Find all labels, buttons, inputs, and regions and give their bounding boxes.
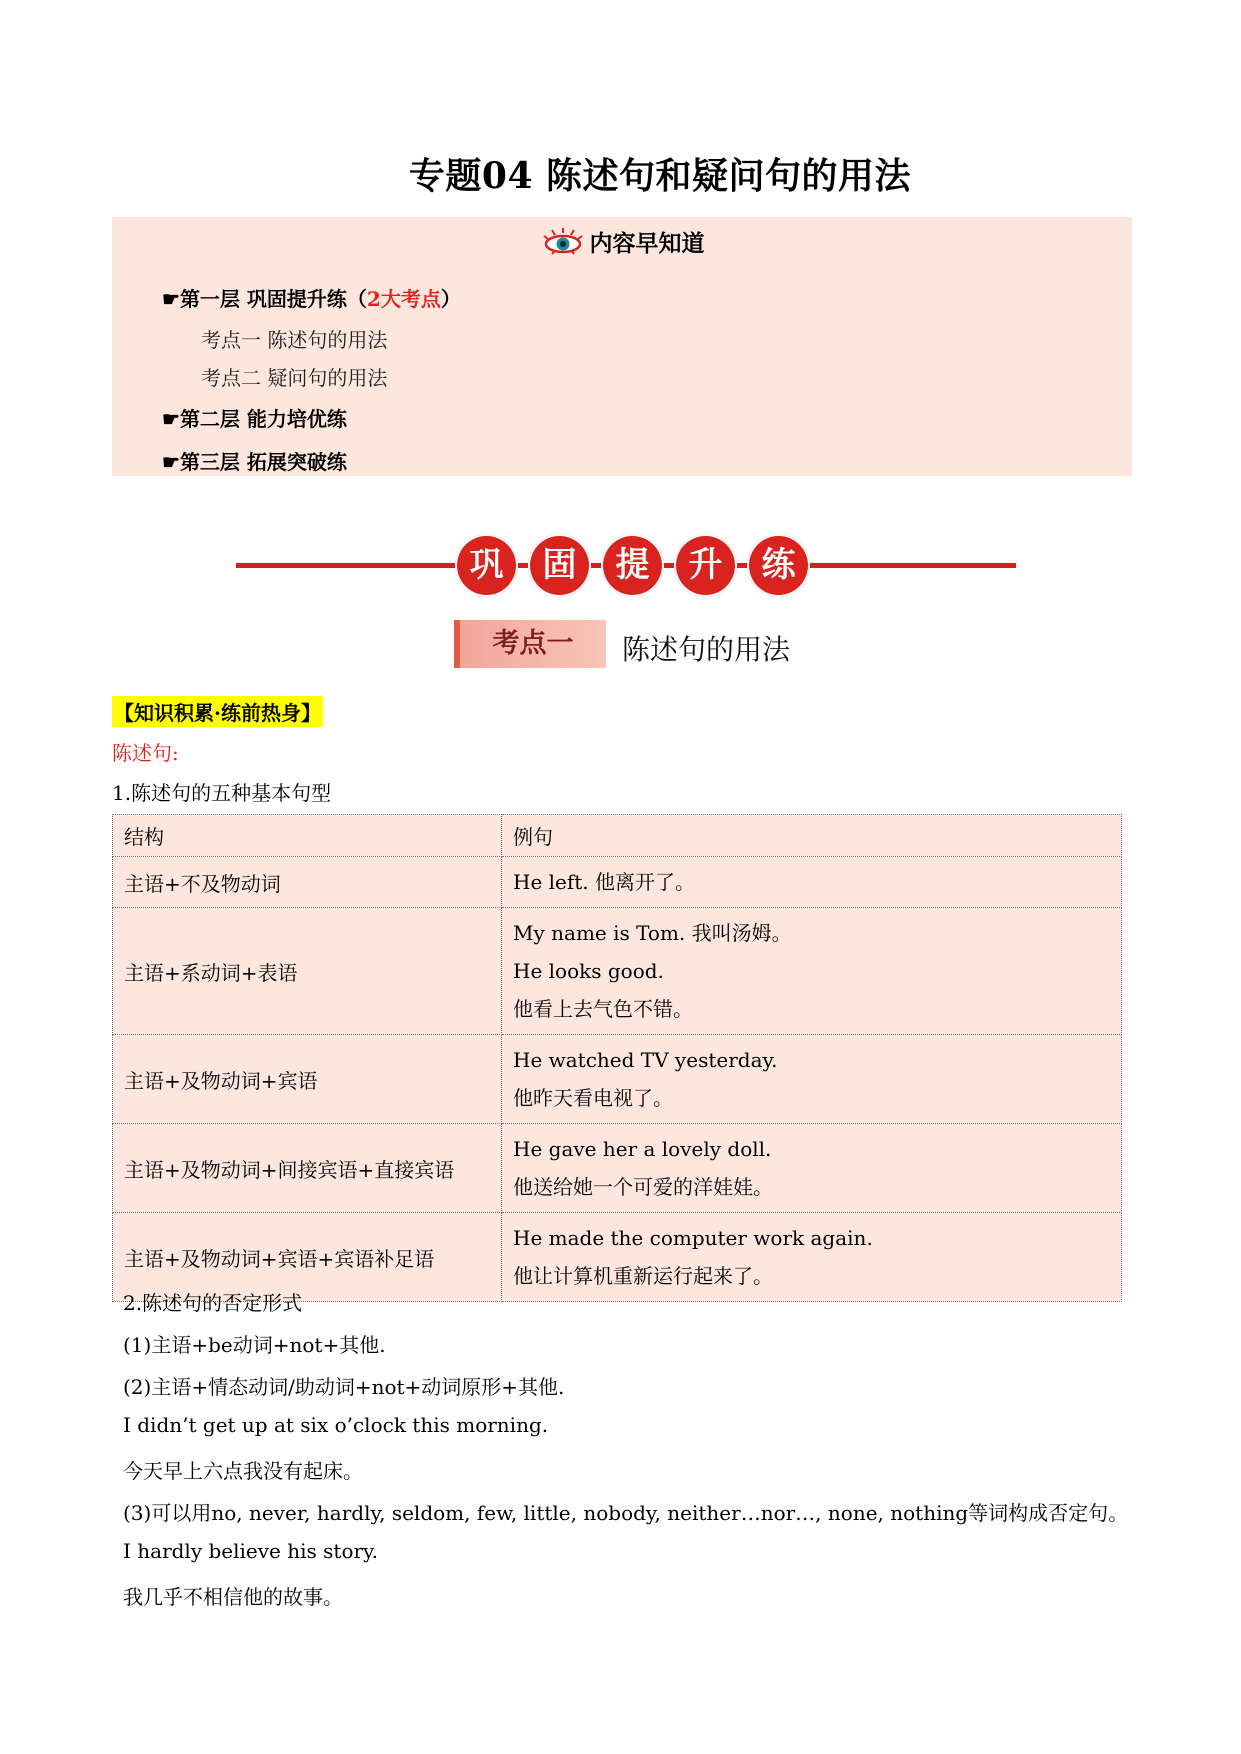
hand-pointer-icon: ☛	[162, 287, 180, 311]
toc-level-2: ☛第二层 能力培优练	[162, 407, 347, 431]
table-row	[113, 1035, 1122, 1124]
structure-cell: 主语+及物动词+宾语	[113, 1035, 502, 1124]
banner-char: 提	[601, 534, 664, 597]
negation-line: (3)可以用no, never, hardly, seldom, few, little, nobody, neither…nor…, none, nothing等词构成否定句。	[123, 1501, 1129, 1525]
example-cell: He gave her a lovely doll. 他送给她一个可爱的洋娃娃。	[502, 1124, 1122, 1213]
toc-heading	[112, 225, 1132, 263]
structure-cell: 主语+及物动词+间接宾语+直接宾语	[113, 1124, 502, 1213]
structure-cell: 主语+不及物动词	[113, 857, 502, 908]
banner-char: 练	[747, 534, 810, 597]
example-cell: My name is Tom. 我叫汤姆。 He looks good. 他看上去气色不错。	[502, 908, 1122, 1035]
hand-pointer-icon: ☛	[162, 450, 180, 474]
negation-line: 我几乎不相信他的故事。	[123, 1585, 343, 1609]
toc-box	[112, 217, 1132, 476]
table-header-row	[113, 815, 1122, 857]
negation-heading: 2.陈述句的否定形式	[123, 1291, 303, 1315]
table-heading: 1.陈述句的五种基本句型	[112, 781, 332, 805]
toc-highlight: 2大考点	[366, 287, 441, 311]
point-title: 陈述句的用法	[622, 633, 791, 666]
negation-line: 今天早上六点我没有起床。	[123, 1459, 363, 1483]
toc-subitem: 考点一 陈述句的用法	[201, 328, 388, 352]
structure-cell: 主语+及物动词+宾语+宾语补足语	[113, 1213, 502, 1302]
negation-line: I didn’t get up at six o’clock this morning.	[123, 1413, 549, 1437]
banner-char: 升	[674, 534, 737, 597]
toc-subitem: 考点二 疑问句的用法	[201, 366, 388, 390]
table-row	[113, 908, 1122, 1035]
section-banner	[236, 534, 1016, 598]
example-cell: He watched TV yesterday. 他昨天看电视了。	[502, 1035, 1122, 1124]
table-header-cell: 例句	[502, 815, 1122, 857]
example-cell: He left. 他离开了。	[502, 857, 1122, 908]
negation-line: (2)主语+情态动词/助动词+not+动词原形+其他.	[123, 1375, 565, 1399]
toc-heading-text: 内容早知道	[589, 230, 705, 257]
table-row	[113, 1124, 1122, 1213]
toc-level-3: ☛第三层 拓展突破练	[162, 450, 347, 474]
eye-icon	[540, 227, 586, 263]
table-header-cell: 结构	[113, 815, 502, 857]
negation-line: I hardly believe his story.	[123, 1539, 379, 1563]
sentence-pattern-table	[112, 814, 1122, 1302]
structure-cell: 主语+系动词+表语	[113, 908, 502, 1035]
example-cell: He made the computer work again. 他让计算机重新运行起来了。	[502, 1213, 1122, 1302]
knowledge-tag: 【知识积累·练前热身】	[112, 696, 323, 727]
table-row	[113, 857, 1122, 908]
banner-char: 固	[528, 534, 591, 597]
hand-pointer-icon: ☛	[162, 407, 180, 431]
section-label: 陈述句:	[112, 741, 179, 765]
page-title: 专题04 陈述句和疑问句的用法	[408, 155, 912, 197]
negation-line: (1)主语+be动词+not+其他.	[123, 1333, 386, 1357]
toc-level-1: ☛第一层 巩固提升练（2大考点）	[162, 287, 461, 311]
point-badge: 考点一	[454, 620, 606, 668]
banner-char: 巩	[455, 534, 518, 597]
